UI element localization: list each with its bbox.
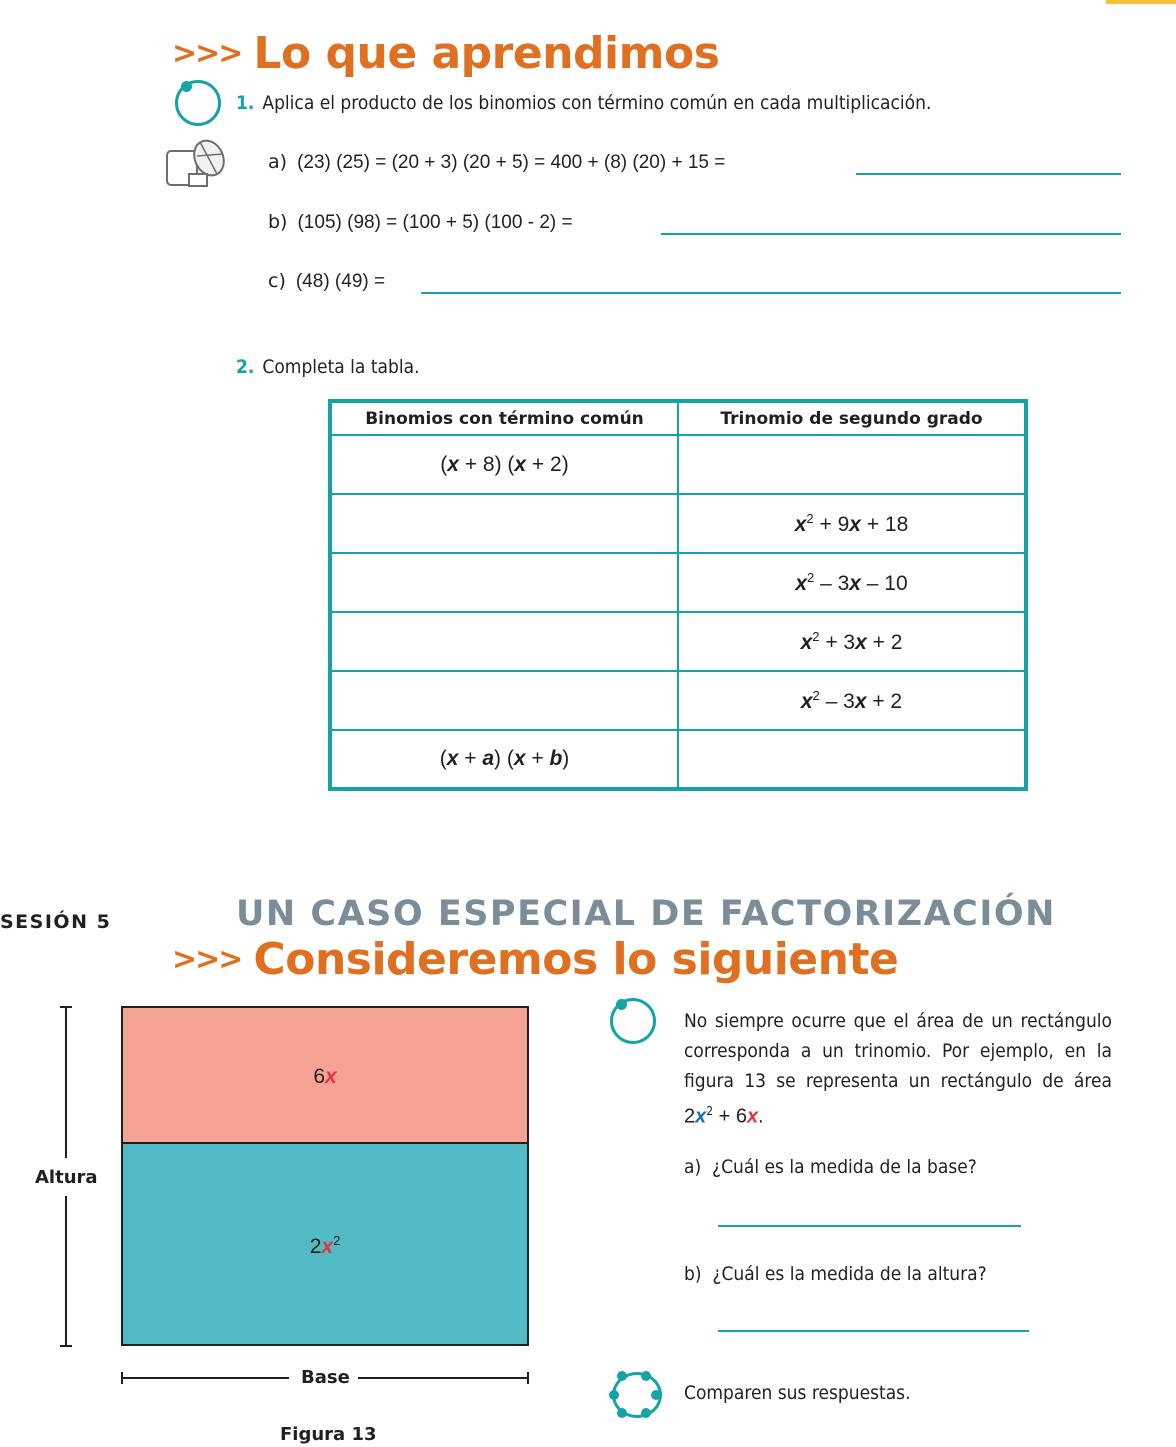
cell-trinomio: $x^2 - 3x - 10$ <box>678 553 1026 612</box>
exercise-a <box>268 151 725 174</box>
table-row <box>330 671 1026 730</box>
question-number: 2. <box>236 356 255 378</box>
question-label: b) <box>684 1263 702 1285</box>
individual-work-icon <box>610 998 656 1044</box>
cell-binomio: (x + 8) (x + 2) <box>330 435 678 494</box>
table-row <box>330 435 1026 494</box>
altura-line-top <box>65 1006 67 1158</box>
team-work-icon <box>612 1372 662 1418</box>
exercise-expression: (105) (98) = (100 + 5) (100 - 2) = <box>297 212 573 233</box>
compare-instruction: Comparen sus respuestas. <box>684 1382 911 1404</box>
table-row <box>330 730 1026 789</box>
question-base <box>684 1156 977 1178</box>
arrows-marker: >>> <box>172 942 242 977</box>
answer-blank-altura[interactable] <box>718 1330 1029 1332</box>
answer-blank-base[interactable] <box>718 1225 1021 1227</box>
region-label-6x: 6x <box>313 1065 337 1088</box>
base-label: Base <box>301 1367 350 1388</box>
exercise-b <box>268 211 573 234</box>
question-text: Aplica el producto de los binomios con término común en cada multiplicación. <box>262 92 932 114</box>
exercise-label: c) <box>268 270 286 292</box>
altura-line-bottom <box>65 1196 67 1346</box>
answer-blank-b[interactable] <box>661 233 1121 235</box>
header-trinomio: Trinomio de segundo grado <box>678 401 1026 435</box>
base-line-left <box>121 1377 289 1379</box>
cell-binomio-empty[interactable] <box>330 612 678 671</box>
region-label-2x2: $2x^2$ <box>309 1233 341 1258</box>
section-title-consideremos <box>172 934 899 985</box>
cell-trinomio: $x^2 - 3x + 2$ <box>678 671 1026 730</box>
table-row <box>330 494 1026 553</box>
base-line-right <box>358 1377 529 1379</box>
intro-paragraph: No siempre ocurre que el área de un rectángulo corresponda a un trinomio. Por ejemplo, en la figura 13 se representa un rectángulo de área $2x^2 + 6x$. <box>684 1010 1112 1128</box>
cell-trinomio-empty[interactable] <box>678 730 1026 789</box>
exercise-expression: (48) (49) = <box>295 271 386 292</box>
cell-binomio: (x + a) (x + b) <box>330 730 678 789</box>
table-row <box>330 612 1026 671</box>
table-header-row <box>330 401 1026 435</box>
session-title: UN CASO ESPECIAL DE FACTORIZACIÓN <box>236 894 1056 934</box>
exercise-expression: (23) (25) = (20 + 3) (20 + 5) = 400 + (8) (20) + 15 = <box>297 152 726 173</box>
session-label: SESIÓN 5 <box>0 911 112 933</box>
section-title-text: Consideremos lo siguiente <box>253 934 899 985</box>
cell-trinomio-empty[interactable] <box>678 435 1026 494</box>
cell-binomio-empty[interactable] <box>330 671 678 730</box>
section-title-lo-que-aprendimos <box>172 28 720 79</box>
individual-work-icon <box>175 80 221 126</box>
answer-blank-a[interactable] <box>856 173 1121 175</box>
binomial-table <box>328 399 1028 791</box>
header-binomios: Binomios con término común <box>330 401 678 435</box>
cell-trinomio: $x^2 + 3x + 2$ <box>678 612 1026 671</box>
question-text: ¿Cuál es la medida de la base? <box>712 1156 977 1178</box>
question-number: 1. <box>236 92 255 114</box>
exercise-label: b) <box>268 211 288 233</box>
question-2 <box>236 356 420 378</box>
corner-tab <box>1106 0 1176 4</box>
question-1 <box>236 92 931 114</box>
rectangle-top-region <box>121 1006 529 1144</box>
question-text: Completa la tabla. <box>262 356 420 378</box>
cell-binomio-empty[interactable] <box>330 553 678 612</box>
arrows-marker: >>> <box>172 36 242 71</box>
base-cap-right <box>527 1372 529 1384</box>
table-row <box>330 553 1026 612</box>
section-title-text: Lo que aprendimos <box>253 28 720 79</box>
question-altura <box>684 1263 987 1285</box>
altura-label: Altura <box>35 1167 98 1188</box>
rectangle-bottom-region <box>121 1142 529 1346</box>
exercise-label: a) <box>268 151 288 173</box>
answer-blank-c[interactable] <box>421 292 1121 294</box>
question-text: ¿Cuál es la medida de la altura? <box>712 1263 987 1285</box>
question-label: a) <box>684 1156 702 1178</box>
cell-binomio-empty[interactable] <box>330 494 678 553</box>
cell-trinomio: $x^2 + 9x + 18$ <box>678 494 1026 553</box>
figure-caption: Figura 13 <box>280 1424 377 1445</box>
exercise-c <box>268 270 385 293</box>
altura-cap-bottom <box>60 1345 72 1347</box>
satellite-dish-icon <box>165 136 227 188</box>
